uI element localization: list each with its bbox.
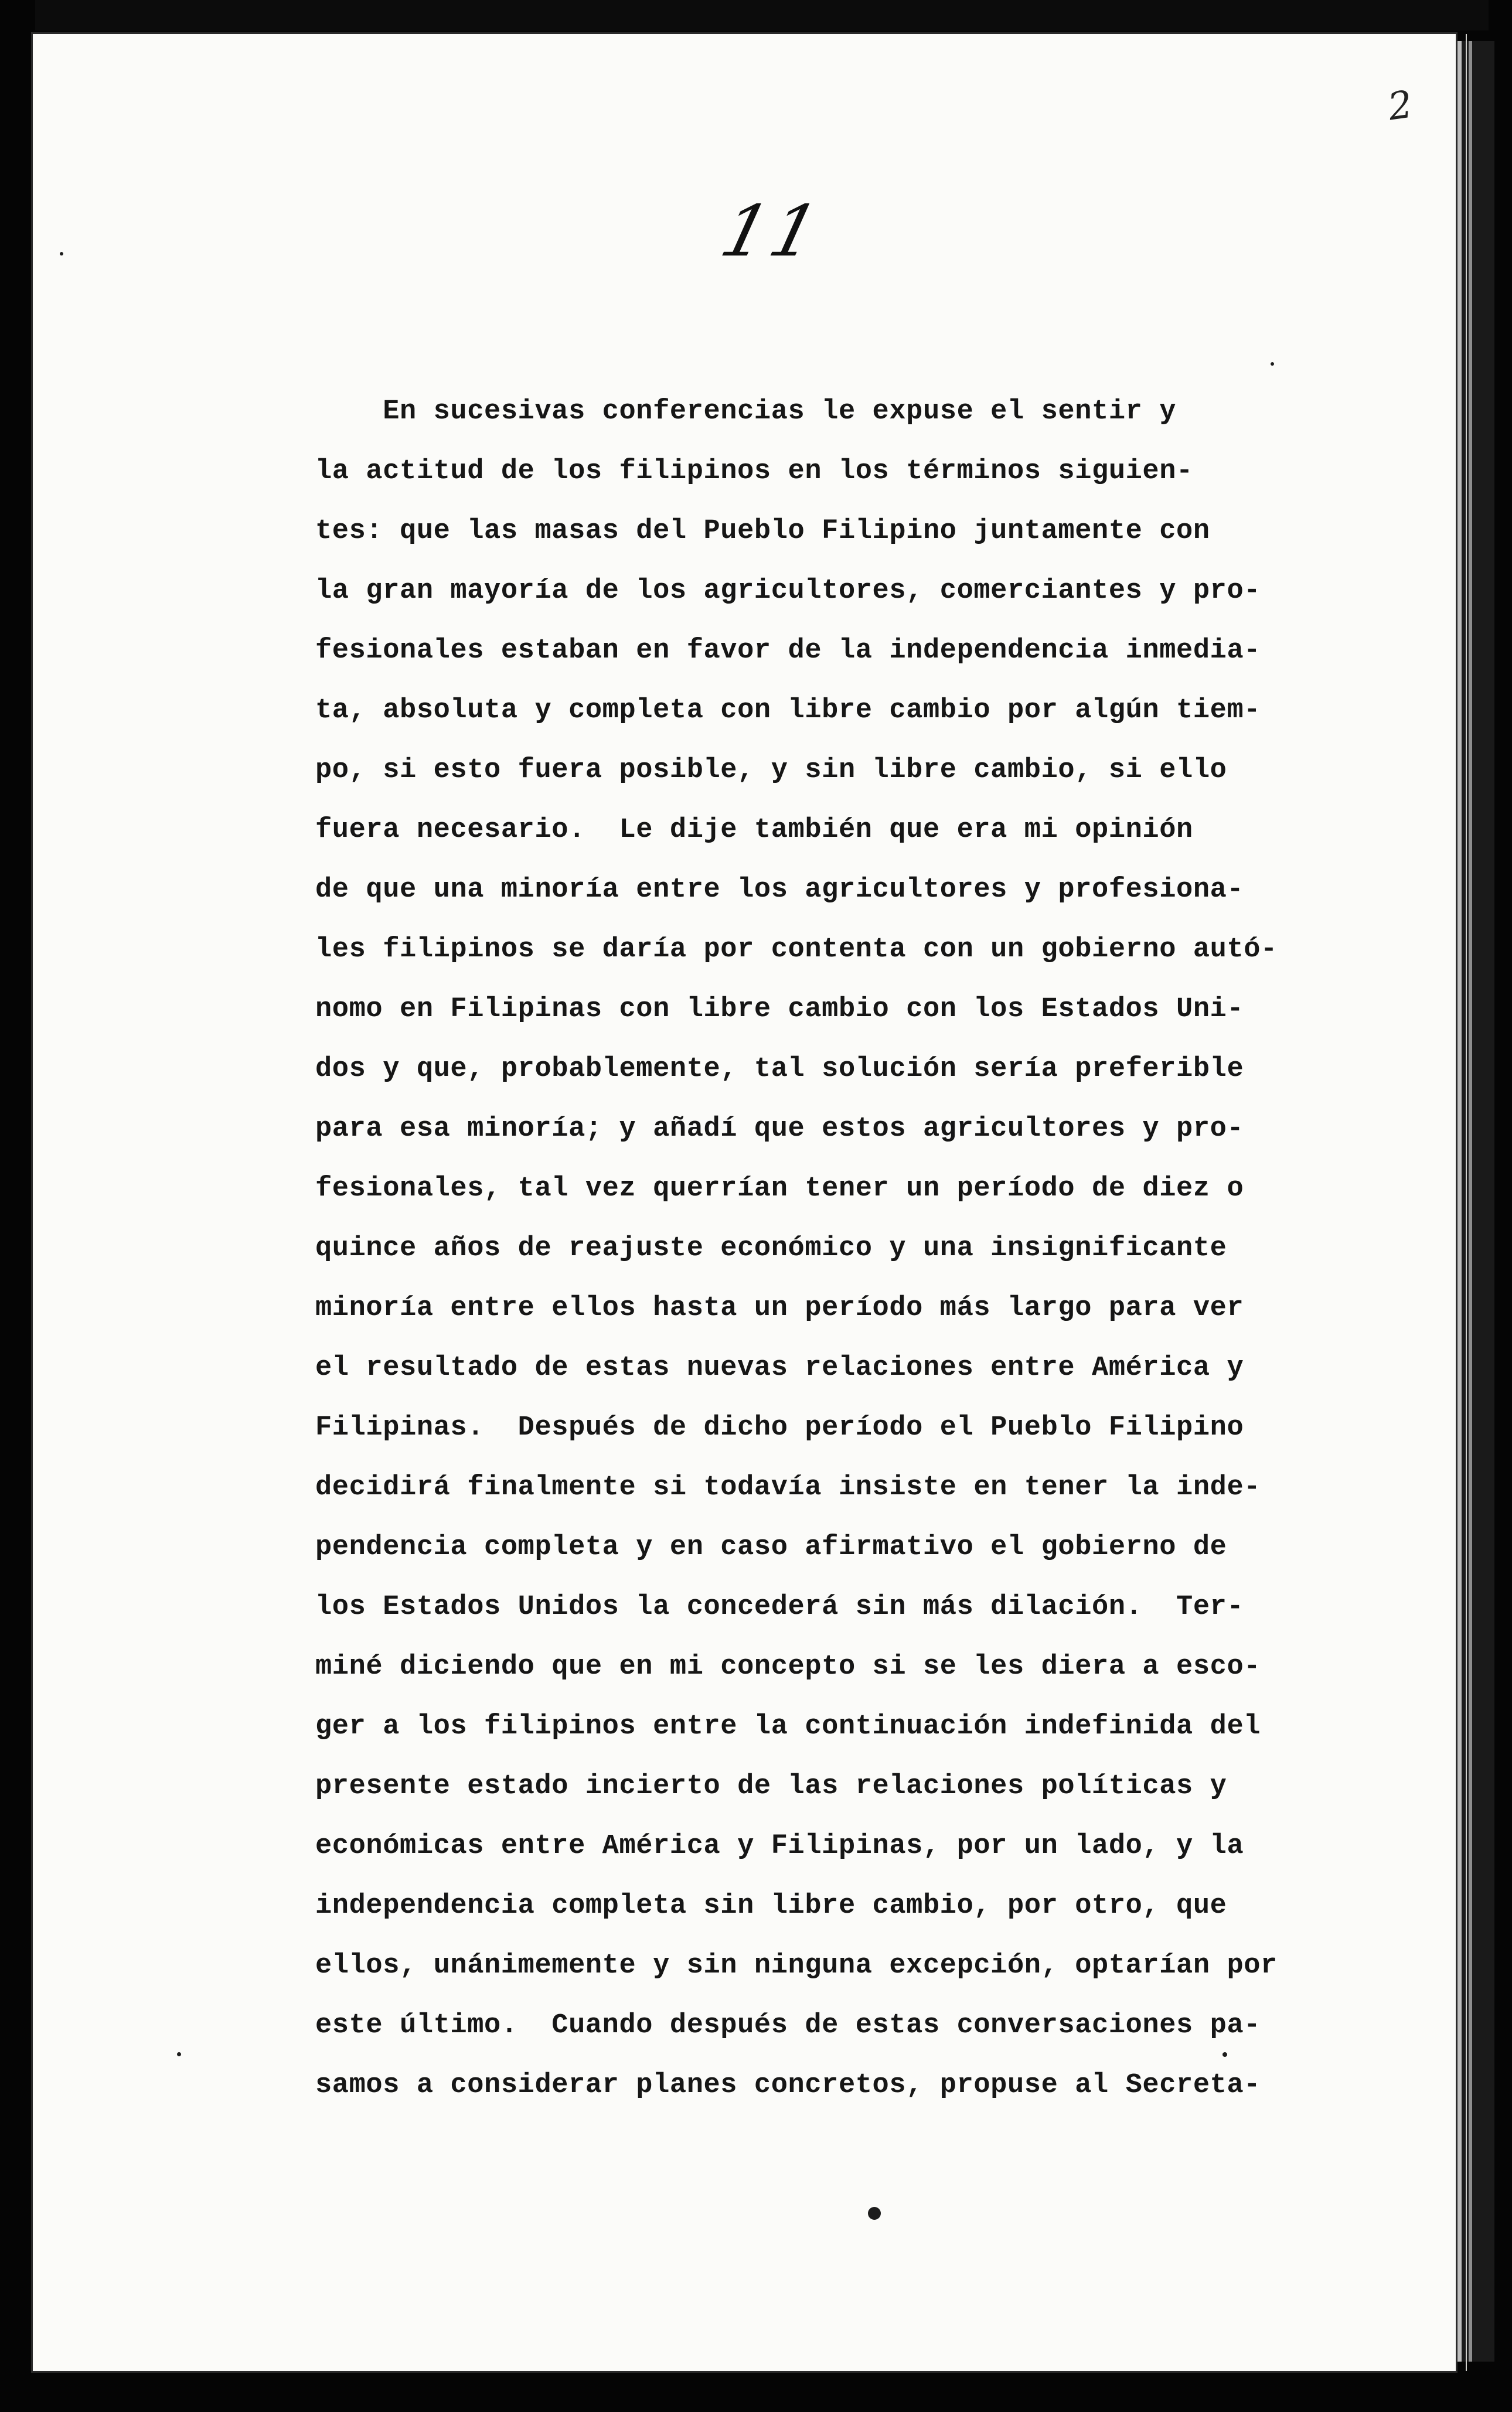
text-line: tes: que las masas del Pueblo Filipino juntamente con [315, 516, 1210, 547]
text-line: ger a los filipinos entre la continuación indefinida del [315, 1711, 1261, 1742]
text-line: este último. Cuando después de estas conversaciones pa- [315, 2010, 1261, 2041]
text-line: económicas entre América y Filipinas, por un lado, y la [315, 1831, 1244, 1862]
text-line: dos y que, probablemente, tal solución sería preferible [315, 1054, 1244, 1085]
page-edge-crease [1466, 34, 1467, 2371]
scanner-frame-top [35, 0, 1489, 30]
text-line: fuera necesario. Le dije también que era mi opinión [315, 815, 1193, 846]
text-line: presente estado incierto de las relaciones políticas y [315, 1771, 1227, 1802]
typewritten-page [33, 34, 1456, 2371]
text-line: ellos, unánimemente y sin ninguna excepción, optarían por [315, 1950, 1278, 1981]
text-line: Filipinas. Después de dicho período el Pueblo Filipino [315, 1412, 1244, 1443]
ink-speck [868, 2207, 881, 2220]
ink-speck [1222, 2052, 1227, 2057]
text-line: nomo en Filipinas con libre cambio con los Estados Uni- [315, 994, 1244, 1025]
text-line: pendencia completa y en caso afirmativo el gobierno de [315, 1532, 1227, 1563]
text-line: les filipinos se daría por contenta con un gobierno autó- [315, 934, 1278, 965]
text-line: fesionales, tal vez querrían tener un período de diez o [315, 1173, 1244, 1204]
handwritten-corner-mark: 2 [1385, 83, 1415, 130]
text-line: samos a considerar planes concretos, propuse al Secreta- [315, 2070, 1261, 2101]
text-line: quince años de reajuste económico y una insignificante [315, 1233, 1227, 1264]
text-line: independencia completa sin libre cambio, por otro, que [315, 1890, 1227, 1922]
ink-speck [177, 2052, 181, 2056]
ink-speck [1271, 362, 1274, 366]
ink-speck [60, 252, 63, 255]
text-line: la actitud de los filipinos en los términos siguien- [315, 456, 1193, 487]
text-line: para esa minoría; y añadí que estos agricultores y pro- [315, 1113, 1244, 1144]
handwritten-page-number: 11 [713, 191, 830, 272]
text-line: de que una minoría entre los agricultores y profesiona- [315, 874, 1244, 905]
text-line: decidirá finalmente si todavía insiste en tener la inde- [315, 1472, 1261, 1503]
body-text [315, 382, 1323, 2115]
text-line: minoría entre ellos hasta un período más largo para ver [315, 1293, 1244, 1324]
text-line: ta, absoluta y completa con libre cambio por algún tiem- [315, 695, 1261, 726]
text-line: po, si esto fuera posible, y sin libre cambio, si ello [315, 755, 1227, 786]
text-line: fesionales estaban en favor de la independencia inmedia- [315, 635, 1261, 666]
text-line: los Estados Unidos la concederá sin más dilación. Ter- [315, 1592, 1244, 1623]
text-line: el resultado de estas nuevas relaciones entre América y [315, 1353, 1244, 1384]
text-line: En sucesivas conferencias le expuse el sentir y [315, 396, 1177, 427]
text-line: miné diciendo que en mi concepto si se les diera a esco- [315, 1651, 1261, 1682]
text-line: la gran mayoría de los agricultores, comerciantes y pro- [315, 575, 1261, 607]
